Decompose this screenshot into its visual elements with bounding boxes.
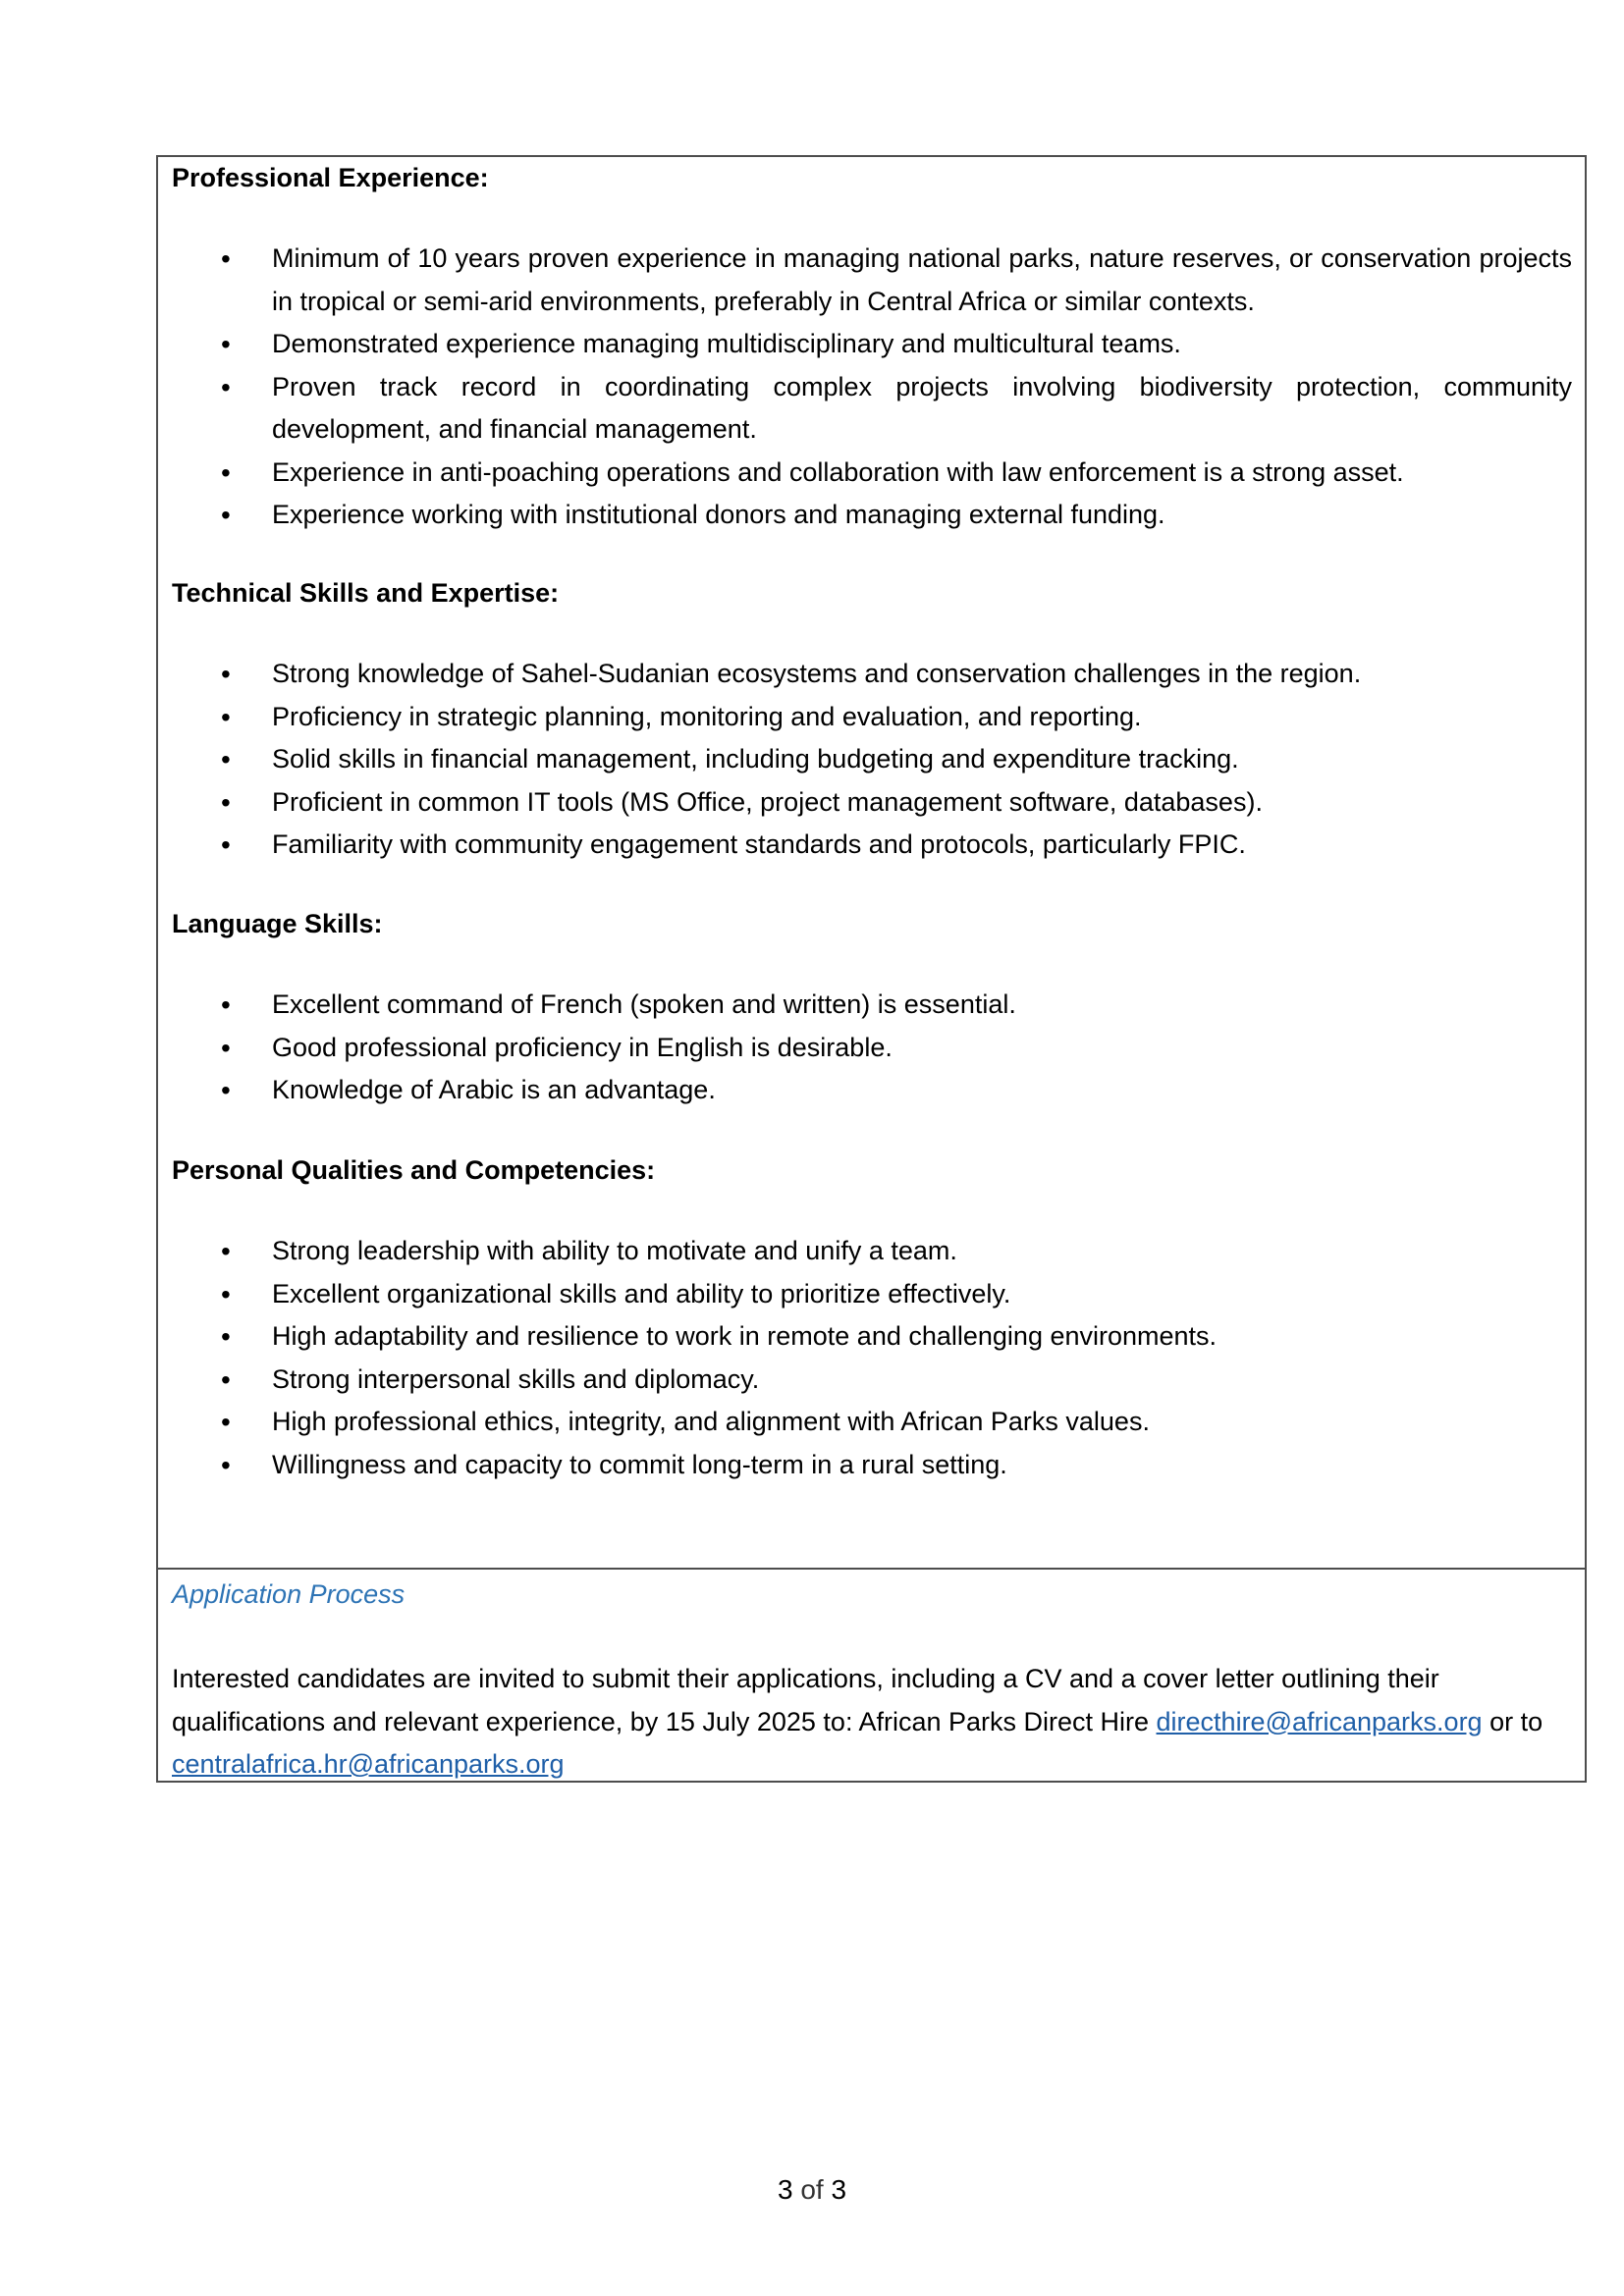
application-process-title: Application Process: [172, 1579, 406, 1609]
page-current: 3: [777, 2174, 793, 2205]
page-number: [0, 2170, 1624, 2210]
application-instructions: [172, 1658, 1566, 1787]
list-item: • Proficiency in strategic planning, monitoring and evaluation, and reporting.: [158, 696, 1572, 739]
list-item: • High adaptability and resilience to work in remote and challenging environments.: [158, 1315, 1572, 1359]
application-process-section: [158, 1570, 1585, 1781]
list-item: • Knowledge of Arabic is an advantage.: [158, 1069, 1572, 1112]
list-item: • Minimum of 10 years proven experience in managing national parks, nature reserves, or conservation projects in tropical or semi-arid environments, preferably in Central Africa or similar contexts.: [158, 238, 1572, 323]
application-text-intro: Interested candidates are invited to submit their applications, including a CV and a cover letter outlining their qualifications and relevant experience, by 15 July 2025 to: African Parks Direct Hire: [172, 1664, 1439, 1736]
professional-experience-list: [158, 238, 1572, 537]
list-item: • Solid skills in financial management, including budgeting and expenditure tracking.: [158, 738, 1572, 781]
list-item: • Experience in anti-poaching operations and collaboration with law enforcement is a strong asset.: [158, 452, 1572, 495]
list-item: • Willingness and capacity to commit long-term in a rural setting.: [158, 1444, 1572, 1487]
list-item: • Strong interpersonal skills and diplomacy.: [158, 1359, 1572, 1402]
language-skills-list: [158, 984, 1572, 1112]
centralafrica-hr-email-link[interactable]: centralafrica.hr@africanparks.org: [172, 1749, 565, 1779]
requirements-section: [158, 157, 1585, 1568]
list-item: • Strong leadership with ability to motivate and unify a team.: [158, 1230, 1572, 1273]
list-item: • High professional ethics, integrity, and alignment with African Parks values.: [158, 1401, 1572, 1444]
page-total: 3: [831, 2174, 847, 2205]
list-item: • Experience working with institutional donors and managing external funding.: [158, 494, 1572, 537]
list-item: • Strong knowledge of Sahel-Sudanian ecosystems and conservation challenges in the region.: [158, 653, 1572, 696]
list-item: • Good professional proficiency in English is desirable.: [158, 1027, 1572, 1070]
list-item: • Familiarity with community engagement standards and protocols, particularly FPIC.: [158, 824, 1572, 867]
page-of: of: [800, 2174, 824, 2205]
list-item: • Demonstrated experience managing multidisciplinary and multicultural teams.: [158, 323, 1572, 366]
personal-qualities-list: [158, 1230, 1572, 1486]
list-item: • Excellent organizational skills and ability to prioritize effectively.: [158, 1273, 1572, 1316]
directhire-email-link[interactable]: directhire@africanparks.org: [1156, 1706, 1483, 1736]
language-skills-heading: Language Skills:: [172, 909, 383, 938]
technical-skills-heading: Technical Skills and Expertise:: [172, 578, 560, 608]
professional-experience-heading: Professional Experience:: [172, 163, 489, 192]
list-item: • Proficient in common IT tools (MS Office, project management software, databases).: [158, 781, 1572, 825]
technical-skills-list: [158, 653, 1572, 867]
list-item: • Proven track record in coordinating complex projects involving biodiversity protection, community development, and financial management.: [158, 366, 1572, 452]
personal-qualities-heading: Personal Qualities and Competencies:: [172, 1155, 656, 1185]
application-text-or: or to: [1482, 1706, 1543, 1736]
list-item: • Excellent command of French (spoken and written) is essential.: [158, 984, 1572, 1027]
document-table: [156, 155, 1587, 1783]
